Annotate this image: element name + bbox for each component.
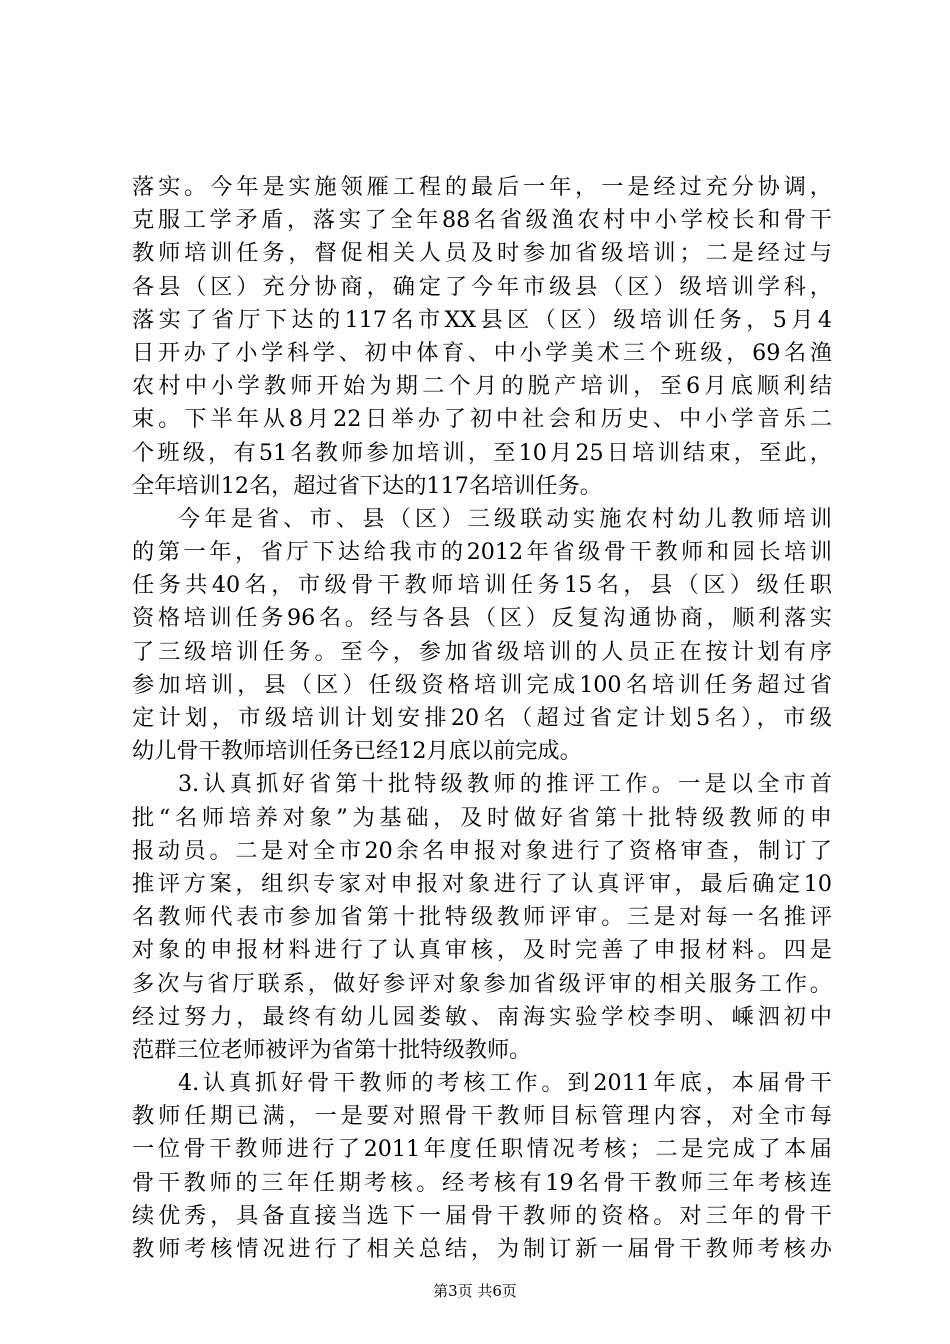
text-line: 参加培训，县（区）任级资格培训完成100名培训任务超过省 <box>132 671 832 698</box>
text-line: 4.认真抓好骨干教师的考核工作。到2011年底，本届骨干 <box>178 1070 832 1097</box>
text-line: 的第一年，省厅下达给我市的2012年省级骨干教师和园长培训 <box>132 539 832 566</box>
text-line: 3.认真抓好省第十批特级教师的推评工作。一是以全市首 <box>178 771 832 798</box>
text-line: 落实了省厅下达的117名市XX县区（区）级培训任务，5月4 <box>132 306 832 333</box>
text-line: 推评方案，组织专家对申报对象进行了认真评审，最后确定10 <box>132 870 832 897</box>
text-line: 教师考核情况进行了相关总结，为制订新一届骨干教师考核办 <box>132 1236 832 1262</box>
page-indicator: 第3页 共6页 <box>433 1282 517 1300</box>
text-line: 今年是省、市、县（区）三级联动实施农村幼儿教师培训 <box>178 505 832 532</box>
text-line: 日开办了小学科学、初中体育、中小学美术三个班级，69名渔 <box>132 339 832 366</box>
text-line: 克服工学矛盾，落实了全年88名省级渔农村中小学校长和骨干 <box>132 207 832 234</box>
text-line: 各县（区）充分协商，确定了今年市级县（区）级培训学科， <box>132 273 832 300</box>
text-line: 全年培训12名，超过省下达的117名培训任务。 <box>132 472 602 499</box>
text-line: 范群三位老师被评为省第十批特级教师。 <box>132 1036 532 1063</box>
document-body <box>132 171 832 1266</box>
page-footer <box>0 1281 950 1301</box>
text-line: 了三级培训任务。至今，参加省级培训的人员正在按计划有序 <box>132 638 832 665</box>
text-line: 落实。今年是实施领雁工程的最后一年，一是经过充分协调， <box>132 174 832 200</box>
text-line: 多次与省厅联系，做好参评对象参加省级评审的相关服务工作。 <box>132 970 832 997</box>
text-line: 幼儿骨干教师培训任务已经12月底以前完成。 <box>132 738 582 765</box>
text-line: 名教师代表市参加省第十批特级教师评审。三是对每一名推评 <box>132 904 832 931</box>
text-line: 农村中小学教师开始为期二个月的脱产培训，至6月底顺利结 <box>132 373 832 400</box>
text-line: 定计划，市级培训计划安排20名（超过省定计划5名），市级 <box>132 705 832 731</box>
text-line: 报动员。二是对全市20余名申报对象进行了资格审查，制订了 <box>132 837 832 864</box>
text-line: 经过努力，最终有幼儿园娄敏、南海实验学校李明、嵊泗初中 <box>132 1003 832 1030</box>
text-line: 骨干教师的三年任期考核。经考核有19名骨干教师三年考核连 <box>132 1169 832 1196</box>
text-line: 任务共40名，市级骨干教师培训任务15名，县（区）级任职 <box>132 572 832 599</box>
text-line: 教师培训任务，督促相关人员及时参加省级培训；二是经过与 <box>132 240 832 267</box>
text-line: 资格培训任务96名。经与各县（区）反复沟通协商，顺利落实 <box>132 605 832 632</box>
text-line: 个班级，有51名教师参加培训，至10月25日培训结束，至此， <box>132 439 832 466</box>
text-line: 一位骨干教师进行了2011年度任职情况考核；二是完成了本届 <box>132 1136 832 1163</box>
text-line: 教师任期已满，一是要对照骨干教师目标管理内容，对全市每 <box>132 1103 832 1130</box>
text-line: 批“名师培养对象”为基础，及时做好省第十批特级教师的申 <box>132 804 832 831</box>
text-line: 束。下半年从8月22日举办了初中社会和历史、中小学音乐二 <box>132 406 832 433</box>
text-line: 续优秀，具备直接当选下一届骨干教师的资格。对三年的骨干 <box>132 1202 832 1229</box>
text-line: 对象的申报材料进行了认真审核，及时完善了申报材料。四是 <box>132 937 832 964</box>
